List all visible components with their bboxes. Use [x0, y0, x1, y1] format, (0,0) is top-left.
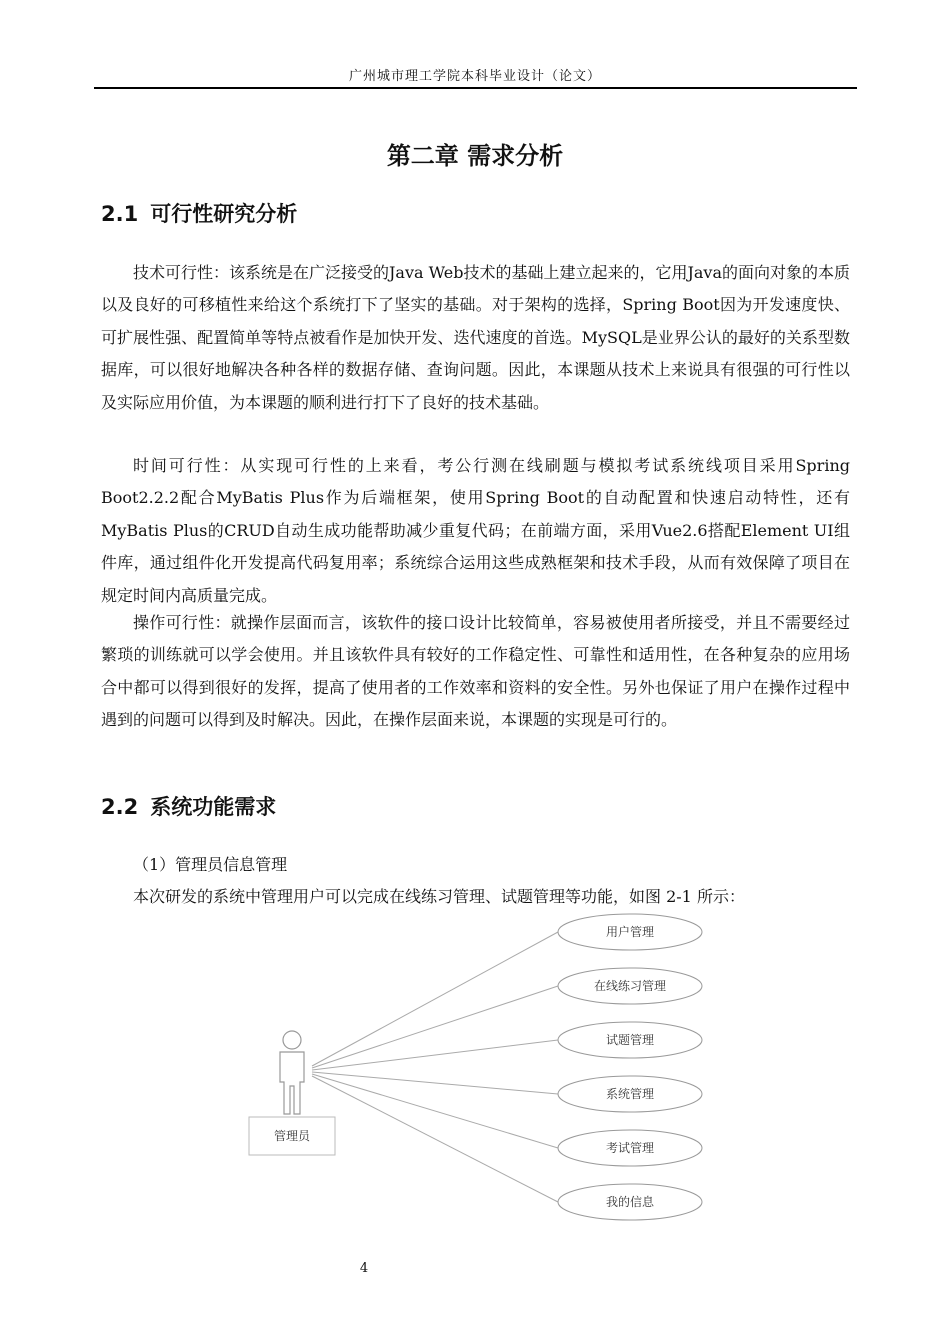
association-line	[312, 1072, 558, 1094]
use-case-practice-management	[558, 968, 702, 1004]
association-line	[312, 1076, 558, 1202]
figure-intro-text: 本次研发的系统中管理用户可以完成在线练习管理、试题管理等功能，如图 2-1 所示：	[133, 887, 745, 906]
association-lines	[312, 932, 558, 1202]
association-line	[312, 986, 558, 1068]
paragraph-operation-feasibility: 操作可行性：就操作层面而言，该软件的接口设计比较简单，容易被使用者所接受，并且不需要经过繁琐的训练就可以学会使用。并且该软件具有较好的工作稳定性、可靠性和适用性，在各种复杂的应用场合中都可以得到很好的发挥，提高了使用者的工作效率和资料的安全性。另外也保证了用户在操作过程中遇到的问题可以得到及时解决。因此，在操作层面来说，本课题的实现是可行的。	[101, 613, 850, 730]
actor-label: 管理员	[273, 1129, 311, 1143]
use-case-question-management	[558, 1022, 702, 1058]
section-number: 2.2	[101, 795, 139, 819]
use-case-system-management	[558, 1076, 702, 1112]
use-case-label: 试题管理	[605, 1033, 655, 1047]
actor-body	[280, 1052, 304, 1114]
use-case-exam-management	[558, 1130, 702, 1166]
section-number: 2.1	[101, 202, 139, 226]
association-line	[312, 1040, 558, 1070]
paragraph-technical-feasibility: 技术可行性：该系统是在广泛接受的Java Web技术的基础上建立起来的，它用Java的面向对象的本质以及良好的可移植性来给这个系统打下了坚实的基础。对于架构的选择，Spring Boot因为开发速度快、可扩展性强、配置简单等特点被看作是加快开发、迭代速度的首选。MySQL是业界公认的最好的关系型数据库，可以很好地解决各种各样的数据存储、查询问题。因此，本课题从技术上来说具有很强的可行性以及实际应用价值，为本课题的顺利进行打下了良好的技术基础。	[101, 263, 851, 412]
use-case-label: 考试管理	[605, 1141, 655, 1155]
association-line	[312, 1074, 558, 1148]
actor-head	[283, 1031, 301, 1049]
use-case-label: 在线练习管理	[593, 979, 667, 993]
sub-heading-admin: （1）管理员信息管理	[133, 855, 288, 874]
association-line	[312, 932, 558, 1066]
section-heading-2-2	[101, 792, 276, 822]
use-case-label: 系统管理	[605, 1087, 655, 1101]
use-case-label: 用户管理	[605, 925, 655, 939]
use-case-diagram	[240, 906, 720, 1226]
page-header: 广州城市理工学院本科毕业设计（论文）	[348, 69, 601, 84]
paragraph-time-feasibility: 时间可行性：从实现可行性的上来看，考公行测在线刷题与模拟考试系统线项目采用Spring Boot2.2.2配合MyBatis Plus作为后端框架，使用Spring Boot的自动配置和快速启动特性，还有MyBatis Plus的CRUD自动生成功能帮助减少重复代码；在前端方面，采用Vue2.6搭配Element UI组件库，通过组件化开发提高代码复用率；系统综合运用这些成熟框架和技术手段，从而有效保障了项目在规定时间内高质量完成。	[101, 456, 850, 605]
section-heading-2-1	[101, 199, 297, 229]
section-title: 系统功能需求	[150, 795, 277, 819]
section-title: 可行性研究分析	[150, 202, 298, 226]
page-number: 4	[359, 1261, 369, 1276]
chapter-title: 第二章 需求分析	[386, 142, 564, 170]
use-case-label: 我的信息	[605, 1195, 655, 1209]
actor-figure	[280, 1031, 304, 1114]
header-rule	[94, 87, 857, 89]
use-case-my-info	[558, 1184, 702, 1220]
use-case-user-management	[558, 914, 702, 950]
